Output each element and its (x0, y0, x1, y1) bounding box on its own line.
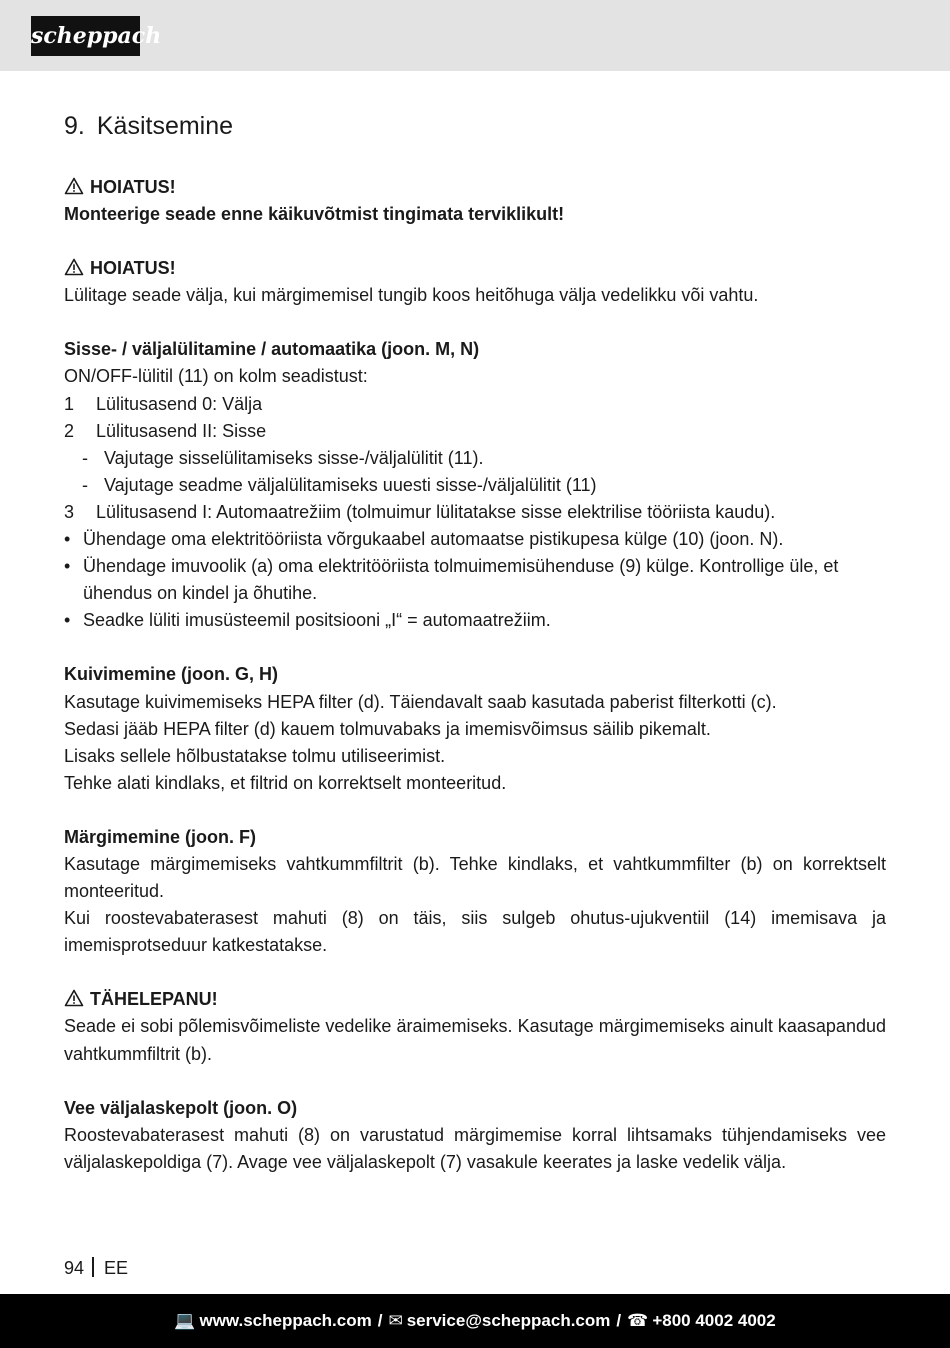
main-content (64, 108, 886, 1176)
bullet-item: • Seadke lüliti imusüsteemil positsiooni „I“ = automaatrežiim. (64, 610, 551, 631)
paragraph: Kasutage märgimemiseks vahtkummfiltrit (b). Tehke kindlaks, et vahtkummfilter (b) on korrektselt monteeritud. (64, 853, 886, 902)
notice-label: TÄHELEPANU! (64, 986, 886, 1013)
paragraph-line: Lisaks sellele hõlbustatakse tolmu utiliseerimist. (64, 745, 446, 766)
paragraph-line: Kasutage kuivimemiseks HEPA filter (d). Täiendavalt saab kasutada paberist filterkotti (c). (64, 691, 777, 712)
subheading-wet: Märgimemine (joon. F) (64, 826, 257, 847)
paragraph-line: Sedasi jääb HEPA filter (d) kauem tolmuvabaks ja imemisvõimsus säilib pikemalt. (64, 718, 711, 739)
warning-text: Lülitage seade välja, kui märgimemisel tungib koos heitõhuga välja vedelikku või vahtu. (64, 285, 759, 306)
page-number: 94 EE (64, 1258, 129, 1278)
paragraph: Kui roostevabaterasest mahuti (8) on täis, siis sulgeb ohutus-ujukventiil (14) imemisava ja imemisprotseduur katkestatakse. (64, 908, 886, 956)
list-item: 1 Lülitusasend 0: Välja (64, 393, 263, 414)
phone-icon: ☎ (627, 1311, 649, 1330)
subheading-drying: Kuivimemine (joon. G, H) (64, 664, 279, 685)
page-footer: 💻 www.scheppach.com / ✉ service@scheppach.com / ☎ +800 4002 4002 (0, 1294, 950, 1348)
warning-icon (64, 989, 84, 1007)
list-item: 3 Lülitusasend I: Automaatrežiim (tolmuimur lülitatakse sisse elektrilise tööriista kaudu). (64, 501, 776, 522)
paragraph-line: Tehke alati kindlaks, et filtrid on korrektselt monteeritud. (64, 772, 507, 793)
section-number: 9. (64, 112, 85, 140)
notice-text: Seade ei sobi põlemisvõimeliste vedelike äraimemiseks. Kasutage märgimemiseks ainult kaasapandud vahtkummfiltrit (b). (64, 1016, 886, 1064)
email-link[interactable]: service@scheppach.com (406, 1311, 611, 1330)
warning-text: Monteerige seade enne käikuvõtmist tingimata terviklikult! (64, 204, 565, 225)
bullet-item: • Ühendage imuvoolik (a) oma elektritööriista tolmuimemisühenduse (9) külge. Kontrollige üle, et ühendus on kindel ja õhutihe. (64, 556, 839, 604)
sub-list-item: - Vajutage seadme väljalülitamiseks uuesti sisse-/väljalülitit (11) (82, 474, 597, 495)
brand-logo: scheppach (31, 16, 140, 56)
phone-number[interactable]: +800 4002 4002 (652, 1311, 776, 1330)
website-link[interactable]: www.scheppach.com (199, 1311, 372, 1330)
language-code: EE (104, 1258, 129, 1278)
computer-icon: 💻 (174, 1311, 196, 1330)
sub-list-item: - Vajutage sisselülitamiseks sisse-/väljalülitit (11). (82, 447, 484, 468)
page-header (0, 0, 950, 71)
bullet-item: • Ühendage oma elektritööriista võrgukaabel automaatse pistikupesa külge (10) (joon. N). (64, 529, 784, 550)
warning-label: HOIATUS! (64, 255, 886, 282)
subheading-switching: Sisse- / väljalülitamine / automaatika (joon. M, N) (64, 339, 480, 360)
divider (92, 1257, 94, 1277)
paragraph: ON/OFF-lülitil (11) on kolm seadistust: (64, 366, 368, 387)
section-title-text: Käsitsemine (96, 112, 234, 140)
warning-icon (64, 258, 84, 276)
list-item: 2 Lülitusasend II: Sisse (64, 420, 267, 441)
paragraph: Roostevabaterasest mahuti (8) on varustatud märgimemise korral lihtsamaks tühjendamiseks vee väljalaskepoldiga (7). Avage vee väljalaskepolt (7) vasakule keerates ja laske vedelik välja. (64, 1124, 886, 1172)
mail-icon: ✉ (388, 1311, 403, 1330)
subheading-drain: Vee väljalaskepolt (joon. O) (64, 1097, 298, 1118)
warning-label: HOIATUS! (64, 174, 886, 201)
warning-icon (64, 177, 84, 195)
section-title (64, 108, 886, 144)
